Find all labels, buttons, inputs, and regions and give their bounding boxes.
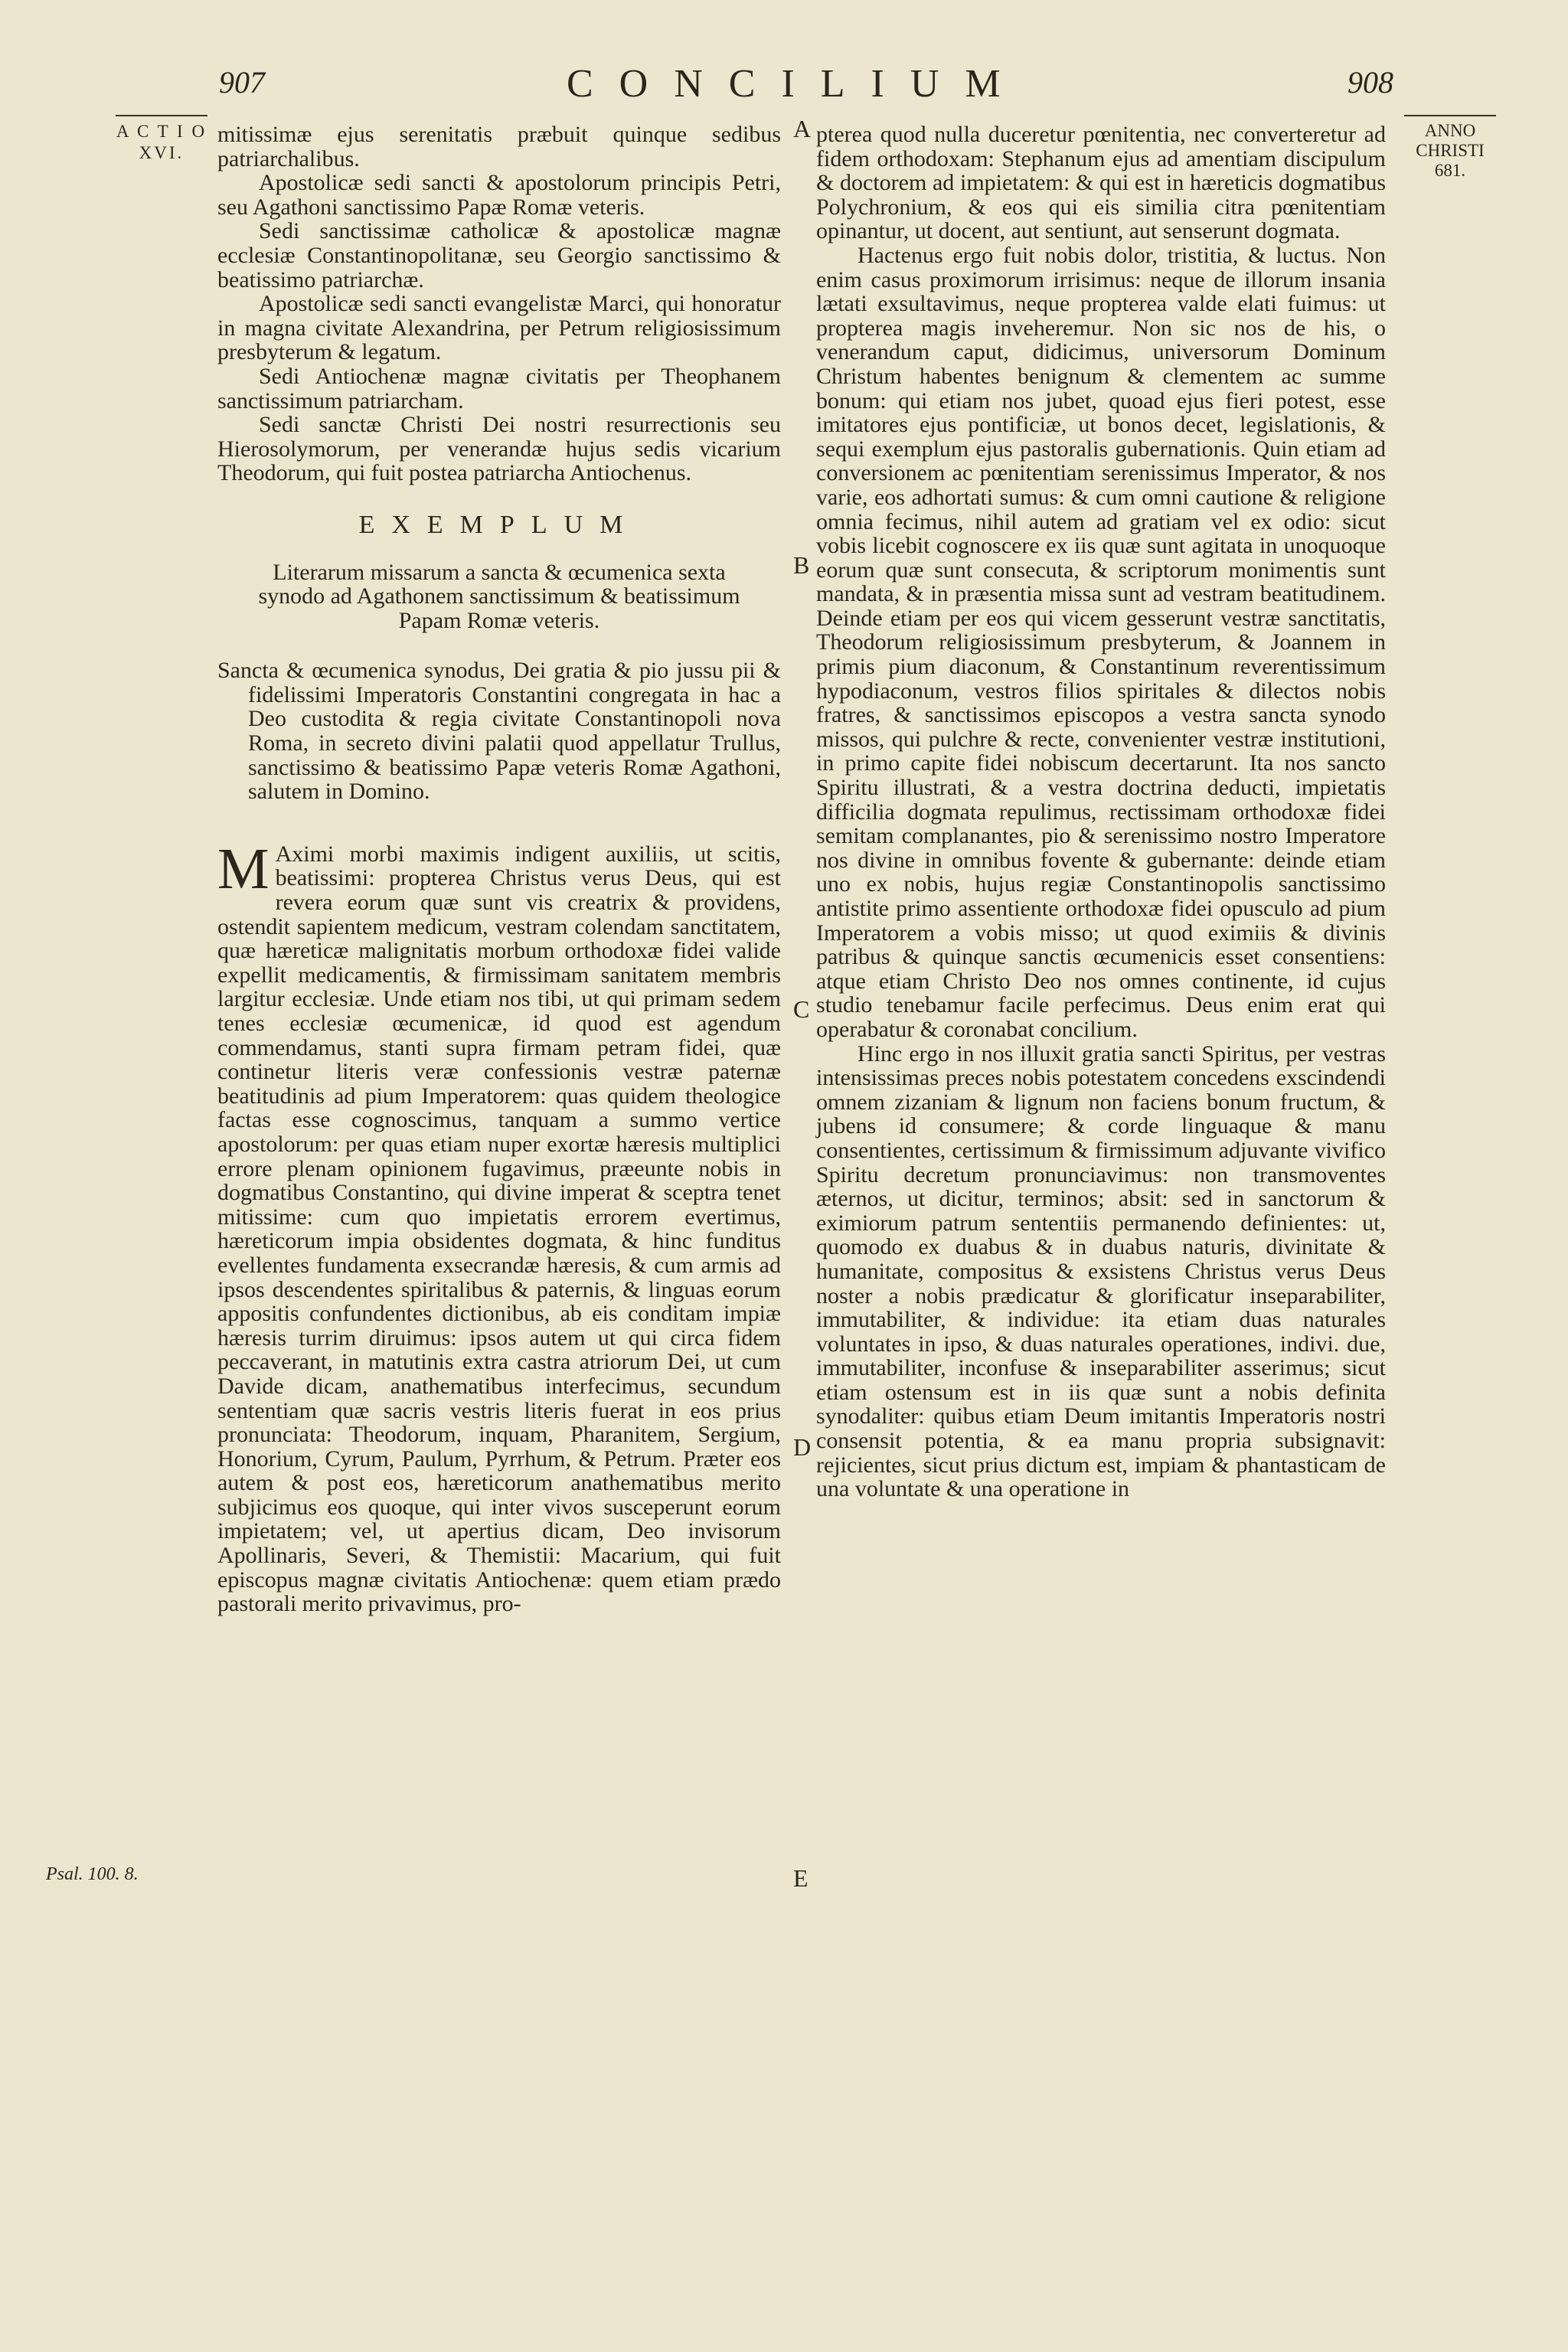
section-letter-b: B [793, 551, 810, 579]
section-subheading: Literarum missarum a sancta & œcumenica sexta synodo ad Agathonem sanctissimum & beatissimum Papam Romæ veteris. [258, 559, 740, 633]
margin-anno-label: ANNO [1424, 121, 1476, 140]
left-column [217, 122, 781, 1616]
section-letter-c: C [793, 995, 810, 1023]
paragraph: Apostolicæ sedi sancti evangelistæ Marci, qui honoratur in magna civitate Alexandrina, per Petrum religiosissimum presbyterum & legatum. [217, 291, 781, 365]
letter-body-text: Aximi morbi maximis indigent auxiliis, ut scitis, beatissimi: propterea Christus verus Deus, qui est revera eorum quæ sunt vis creatrix & providens, ostendit sapientem medicum, vestram colendam sanctitatem, quæ hæreticæ malignitatis morbum orthodoxæ fidei valide expellit medicamentis, & firmissimam sanitatem membris largitur ecclesiæ. Unde etiam nos tibi, ut qui primam sedem tenes ecclesiæ œcumenicæ, id quod est agendum commendamus, stanti supra firmam petram fidei, quæ continetur literis veræ confessionis vestræ paternæ beatitudinis ad pium Imperatorem: quas quidem theologice factas esse cognoscimus, tanquam a summo vertice apostolorum: per quas etiam nuper exortæ hæresis multiplici errore plenam opinionem fugavimus, præeunte nobis in dogmatibus Constantino, qui divine imperat & sceptra tenet mitissime: cum quo impietatis errorem evertimus, hæreticorum impia obsidentes dogmata, & hinc funditus evellentes fundamenta exsecrandæ hæresis, & cum armis ad ipsos descendentes spiritalibus & paternis, & linguas eorum appositis confundentes dictionibus, ab eis conditam impiæ hæresis turrim diruimus: ipsos autem ut qui circa fidem peccaverant, in matutinis extra castra atriorum Dei, ut cum Davide dicam, anathematibus interfecimus, secundum sententiam quæ sacris vestris literis fuerat in eos prius pronunciata: Theodorum, inquam, Pharanitem, Sergium, Honorium, Cyrum, Paulum, Pyrrhum, & Petrum. Præter eos autem & post eos, hæreticorum anathematibus merito subjicimus eos quoque, qui inter vivos susceperunt eorum impietatem; vel, ut apertius dicam, Deo invisorum Apollinaris, Severi, & Themistii: Macarium, qui fuit episcopus magnæ civitatis Antiochenæ: quem etiam prædo pastorali merito privavimus, pro- [217, 841, 781, 1617]
section-letter-d: D [793, 1433, 812, 1461]
paragraph: Sedi sanctæ Christi Dei nostri resurrectionis seu Hierosolymorum, per venerandæ hujus sedis vicarium Theodorum, qui fuit postea patriarcha Antiochenus. [217, 412, 781, 486]
running-header [0, 64, 1568, 110]
section-letter-e: E [793, 1864, 808, 1892]
right-column [816, 122, 1386, 1501]
drop-cap: M [217, 836, 270, 901]
letter-body [217, 836, 781, 1617]
running-title: CONCILIUM [567, 62, 1027, 106]
paragraph: Sedi Antiochenæ magnæ civitatis per Theophanem sanctissimum patriarcham. [217, 363, 781, 413]
margin-rule [116, 115, 207, 116]
paragraph: Hinc ergo in nos illuxit gratia sancti Spiritus, per vestras intensissimas preces nobis potestatem concedens exscindendi omnem zizaniam & lignum non faciens bonum fructum, & jubens id consumere; & corde linguaque & manu consentientes, certissimum & firmissimum adjuvante vivifico Spiritu decretum pronunciavimus: non transmoventes æternos, ut dicitur, terminos; absit: sed in sanctorum & eximiorum patrum sententiis permanendo definientes: ut, quomodo ex duabus & in duabus naturis, divinitate & humanitate, compositus & exsistens Christus verus Deus noster a nobis prædicatur & glorificatur inseparabiliter, immutabiliter, & individue: ita etiam duas naturales voluntates in ipso, & duas naturales operationes, indivi. due, immutabiliter, inconfuse & inseparabiliter asserimus; sicut etiam ostensum est in iis quæ sunt a nobis definita synodaliter: quibus etiam Deum imitantis Imperatoris nostri consensit potentia, & ea manu propria subsignavit: rejicientes, sicut prius dictum est, impiam & phantasticam de una voluntate & una operatione in [816, 1040, 1386, 1502]
margin-year: 681. [1434, 161, 1466, 180]
margin-actio-number: XVI. [139, 143, 185, 162]
margin-rule [1404, 115, 1496, 116]
section-letter-a: A [793, 115, 812, 142]
margin-actio-label: A C T I O [116, 122, 207, 141]
paragraph: Sedi sanctissimæ catholicæ & apostolicæ magnæ ecclesiæ Constantinopolitanæ, seu Georgio sanctissimo & beatissimo patriarchæ. [217, 218, 781, 292]
page-number-right: 908 [1348, 65, 1393, 100]
margin-note-psalm: Psal. 100. 8. [46, 1864, 139, 1884]
paragraph: mitissimæ ejus serenitatis præbuit quinque sedibus patriarchalibus. [217, 122, 781, 172]
paragraph: pterea quod nulla duceretur pœnitentia, nec converteretur ad fidem orthodoxam: Stephanum ejus ad amentiam discipulum & doctorem ad impietatem: & qui est in hæreticis dogmatibus Polychronium, & eos qui eis similia citra pœnitentiam opinantur, ut docent, aut sentiunt, aut senserunt dogmata. [816, 122, 1386, 244]
margin-anno-christi [1404, 115, 1496, 181]
section-heading: EXEMPLUM [358, 510, 640, 539]
page-number-left: 907 [219, 65, 265, 100]
margin-actio [112, 115, 211, 164]
salutation: Sancta & œcumenica synodus, Dei gratia & pio jussu pii & fidelissimi Imperatoris Constantini congregata in hac a Deo custodita & regia civitate Constantinopoli nova Roma, in secreto divini palatii quod appellatur Trullus, sanctissimo & beatissimo Papæ veteris Romæ Agathoni, salutem in Domino. [217, 658, 781, 805]
paragraph: Hactenus ergo fuit nobis dolor, tristitia, & luctus. Non enim casus proximorum irrisimus: neque de illorum insania lætati exsultavimus, neque propterea valde elati fuimus: ut propterea magis inveheremur. Non sic nos de his, o venerandum caput, didicimus, universorum Dominum Christum habentes benignum & clementem ac summe bonum: qui etiam nos jubet, quoad ejus fieri potest, esse imitatores ejus pontificiæ, ut bonos decet, legislationis, & sequi exemplum ejus pastoralis gubernationis. Quin etiam ad conversionem ac pœnitentiam serenissimus Imperator, & nos varie, eos adhortati sumus: & cum omni cautione & religione omnia fecimus, nihil autem ad gratiam vel ex odio: sicut vobis licebit cognoscere ex iis quæ sunt agitata in unoquoque eorum quæ sunt consecuta, & scriptorum monimentis sunt mandata, & in præsentia missa sunt ad vestram beatitudinem. Deinde etiam per eos qui vicem gesserunt vestræ sanctitatis, Theodorum religiosissimum presbyterum, & Joannem in primis pium diaconum, & Constantinum reverentissimum hypodiaconum, vestros filios spiritales & dilectos nobis fratres, & sanctissimos episcopos a vestra sancta synodo missos, qui pulchre & recte, convenienter vestræ institutioni, in primo capite fidei nobiscum decertarunt. Ita nos sancto Spiritu illustrati, & a vestra doctrina deducti, impietatis difficilia dogmata repulimus, rectissimam orthodoxæ fidei semitam complanantes, pio & serenissimo nostro Imperatore nos divine in omnibus fovente & gubernante: deinde etiam uno ex nobis, hujus regiæ Constantinopolis sanctissimo antistite primo assentiente orthodoxæ fidei opusculo ad pium Imperatorem a vobis misso; ut quod eximiis & divinis patribus & quinque sanctis œcumenicis esset consentiens: atque etiam Christo Deo nos omnes continente, id cujus studio tenebamur facile perfecimus. Deus enim erat qui operabatur & coronabat concilium. [816, 242, 1386, 1042]
margin-christi-label: CHRISTI [1416, 141, 1485, 160]
paragraph: Apostolicæ sedi sancti & apostolorum principis Petri, seu Agathoni sanctissimo Papæ Romæ veteris. [217, 170, 781, 220]
